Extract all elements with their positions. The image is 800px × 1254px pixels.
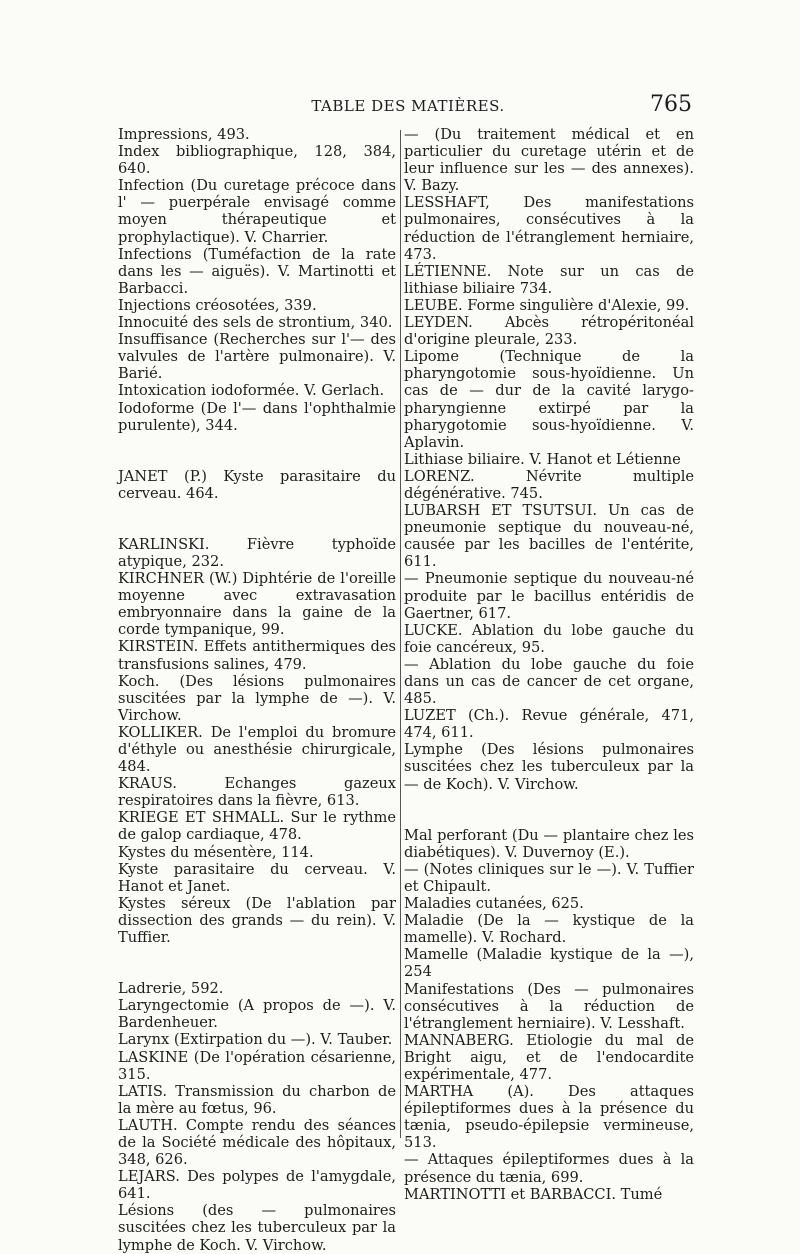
index-entry: Insuffisance (Recherches sur l'— des valvules de l'artère pulmonaire). V. Barié. bbox=[118, 331, 396, 383]
index-entry: LEUBE. Forme singulière d'Alexie, 99. bbox=[404, 296, 690, 314]
page-number: 765 bbox=[650, 92, 692, 117]
index-entry: KRAUS. Echanges gazeux respiratoires dans la fièvre, 613. bbox=[118, 775, 396, 810]
index-entry: Maladies cutanées, 625. bbox=[404, 895, 584, 913]
index-entry: Kystes séreux (De l'ablation par dissection des grands — du rein). V. Tuffier. bbox=[118, 894, 396, 947]
index-entry: KARLINSKI. Fièvre typhoïde atypique, 232. bbox=[118, 535, 396, 570]
index-entry: LEJARS. Des polypes de l'amygdale, 641. bbox=[118, 1168, 396, 1203]
index-entry: Maladie (De la — kystique de la mamelle). V. Rochard. bbox=[404, 912, 694, 947]
index-entry: LORENZ. Névrite multiple dégénérative. 745. bbox=[404, 467, 694, 502]
index-entry: LEYDEN. Abcès rétropéritonéal d'origine pleurale, 233. bbox=[404, 314, 694, 349]
index-entry: LUZET (Ch.). Revue générale, 471, 474, 611. bbox=[404, 707, 694, 742]
index-column-left bbox=[118, 126, 396, 1254]
index-entry: — Attaques épileptiformes dues à la présence du tænia, 699. bbox=[404, 1151, 694, 1186]
index-entry: KIRSTEIN. Effets antithermiques des transfusions salines, 479. bbox=[118, 638, 396, 673]
index-entry: Impressions, 493. bbox=[118, 126, 250, 143]
index-entry: Mamelle (Maladie kystique de la —), 254 bbox=[404, 946, 694, 981]
index-entry: Infection (Du curetage précoce dans l' — puerpérale envisagé comme moyen thérapeutique et prophylactique). V. Charrier. bbox=[118, 177, 396, 246]
index-column-right bbox=[404, 126, 694, 1203]
index-entry: LUBARSH ET TSUTSUI. Un cas de pneumonie septique du nouveau-né, causée par les bacilles de l'entérite, 611. bbox=[404, 502, 694, 571]
index-entry: Larynx (Extirpation du —). V. Tauber. bbox=[118, 1031, 393, 1049]
index-entry: MARTHA (A). Des attaques épileptiformes dues à la présence du tænia, pseudo-épilepsie vermineuse, 513. bbox=[404, 1083, 694, 1152]
index-entry: Lithiase biliaire. V. Hanot et Létienne bbox=[404, 450, 681, 468]
index-entry: Manifestations (Des — pulmonaires consécutives à la réduction de l'étranglement herniaire). V. Lesshaft. bbox=[404, 980, 694, 1032]
column-divider bbox=[400, 130, 401, 1138]
index-entry: Innocuité des sels de strontium, 340. bbox=[118, 314, 393, 332]
index-entry: KIRCHNER (W.) Diphtérie de l'oreille moyenne avec extravasation embryonnaire dans la gaine de la corde tympanique, 99. bbox=[118, 570, 396, 639]
index-entry: Mal perforant (Du — plantaire chez les diabétiques). V. Duvernoy (E.). bbox=[404, 826, 694, 861]
index-entry: Kyste parasitaire du cerveau. V. Hanot et Janet. bbox=[118, 860, 396, 895]
index-entry: Kystes du mésentère, 114. bbox=[118, 843, 314, 861]
index-entry: — Ablation du lobe gauche du foie dans un cas de cancer de cet organe, 485. bbox=[404, 655, 694, 708]
index-entry: Infections (Tuméfaction de la rate dans les — aiguës). V. Martinotti et Barbacci. bbox=[118, 245, 396, 297]
index-entry: Injections créosotées, 339. bbox=[118, 296, 317, 314]
index-entry: Laryngectomie (A propos de —). V. Bardenheuer. bbox=[118, 997, 396, 1032]
index-entry: KOLLIKER. De l'emploi du bromure d'éthyle ou anesthésie chirurgicale, 484. bbox=[118, 723, 396, 776]
running-title: TABLE DES MATIÈRES. bbox=[311, 97, 505, 115]
index-entry: Lymphe (Des lésions pulmonaires suscitées chez les tuberculeux par la — de Koch). V. Virchow. bbox=[404, 741, 694, 793]
index-entry: LAUTH. Compte rendu des séances de la Société médicale des hôpitaux, 348, 626. bbox=[118, 1116, 396, 1169]
index-entry: LÉTIENNE. Note sur un cas de lithiase biliaire 734. bbox=[404, 262, 694, 297]
index-entry: MANNABERG. Etiologie du mal de Bright aigu, et de l'endocardite expérimentale, 477. bbox=[404, 1031, 694, 1083]
index-entry: Lipome (Technique de la pharyngotomie sous-hyoïdienne. Un cas de — dur de la cavité larygo-pharyngienne extirpé par la pharygotomie sous-hyoïdienne. V. Aplavin. bbox=[404, 348, 694, 451]
index-entry: Iodoforme (De l'— dans l'ophthalmie purulente), 344. bbox=[118, 399, 396, 434]
index-entry: KRIEGE ET SHMALL. Sur le rythme de galop cardiaque, 478. bbox=[118, 809, 396, 844]
index-entry: MARTINOTTI et BARBACCI. Tumé bbox=[404, 1185, 663, 1203]
index-entry: Index bibliographique, 128, 384, 640. bbox=[118, 143, 396, 178]
index-entry: — (Notes cliniques sur le —). V. Tuffier et Chipault. bbox=[404, 860, 694, 895]
index-entry: — Pneumonie septique du nouveau-né produite par le bacillus entéridis de Gaertner, 617. bbox=[404, 570, 694, 622]
index-entry: LESSHAFT, Des manifestations pulmonaires, consécutives à la réduction de l'étranglement herniaire, 473. bbox=[404, 194, 694, 263]
index-entry: Lésions (des — pulmonaires suscitées chez les tuberculeux par la lymphe de Koch. V. Virchow. bbox=[118, 1202, 396, 1254]
index-entry: Ladrerie, 592. bbox=[118, 980, 224, 998]
index-entry: — (Du traitement médical et en particulier du curetage utérin et de leur influence sur les — des annexes). V. Bazy. bbox=[404, 126, 694, 195]
running-header bbox=[128, 92, 692, 123]
index-entry: LASKINE (De l'opération césarienne, 315. bbox=[118, 1048, 396, 1083]
index-entry: LUCKE. Ablation du lobe gauche du foie cancéreux, 95. bbox=[404, 621, 694, 656]
index-entry: JANET (P.) Kyste parasitaire du cerveau. 464. bbox=[118, 467, 396, 502]
index-entry: Koch. (Des lésions pulmonaires suscitées par la lymphe de —). V. Virchow. bbox=[118, 672, 396, 724]
index-entry: LATIS. Transmission du charbon de la mère au fœtus, 96. bbox=[118, 1082, 396, 1117]
index-entry: Intoxication iodoformée. V. Gerlach. bbox=[118, 382, 385, 400]
